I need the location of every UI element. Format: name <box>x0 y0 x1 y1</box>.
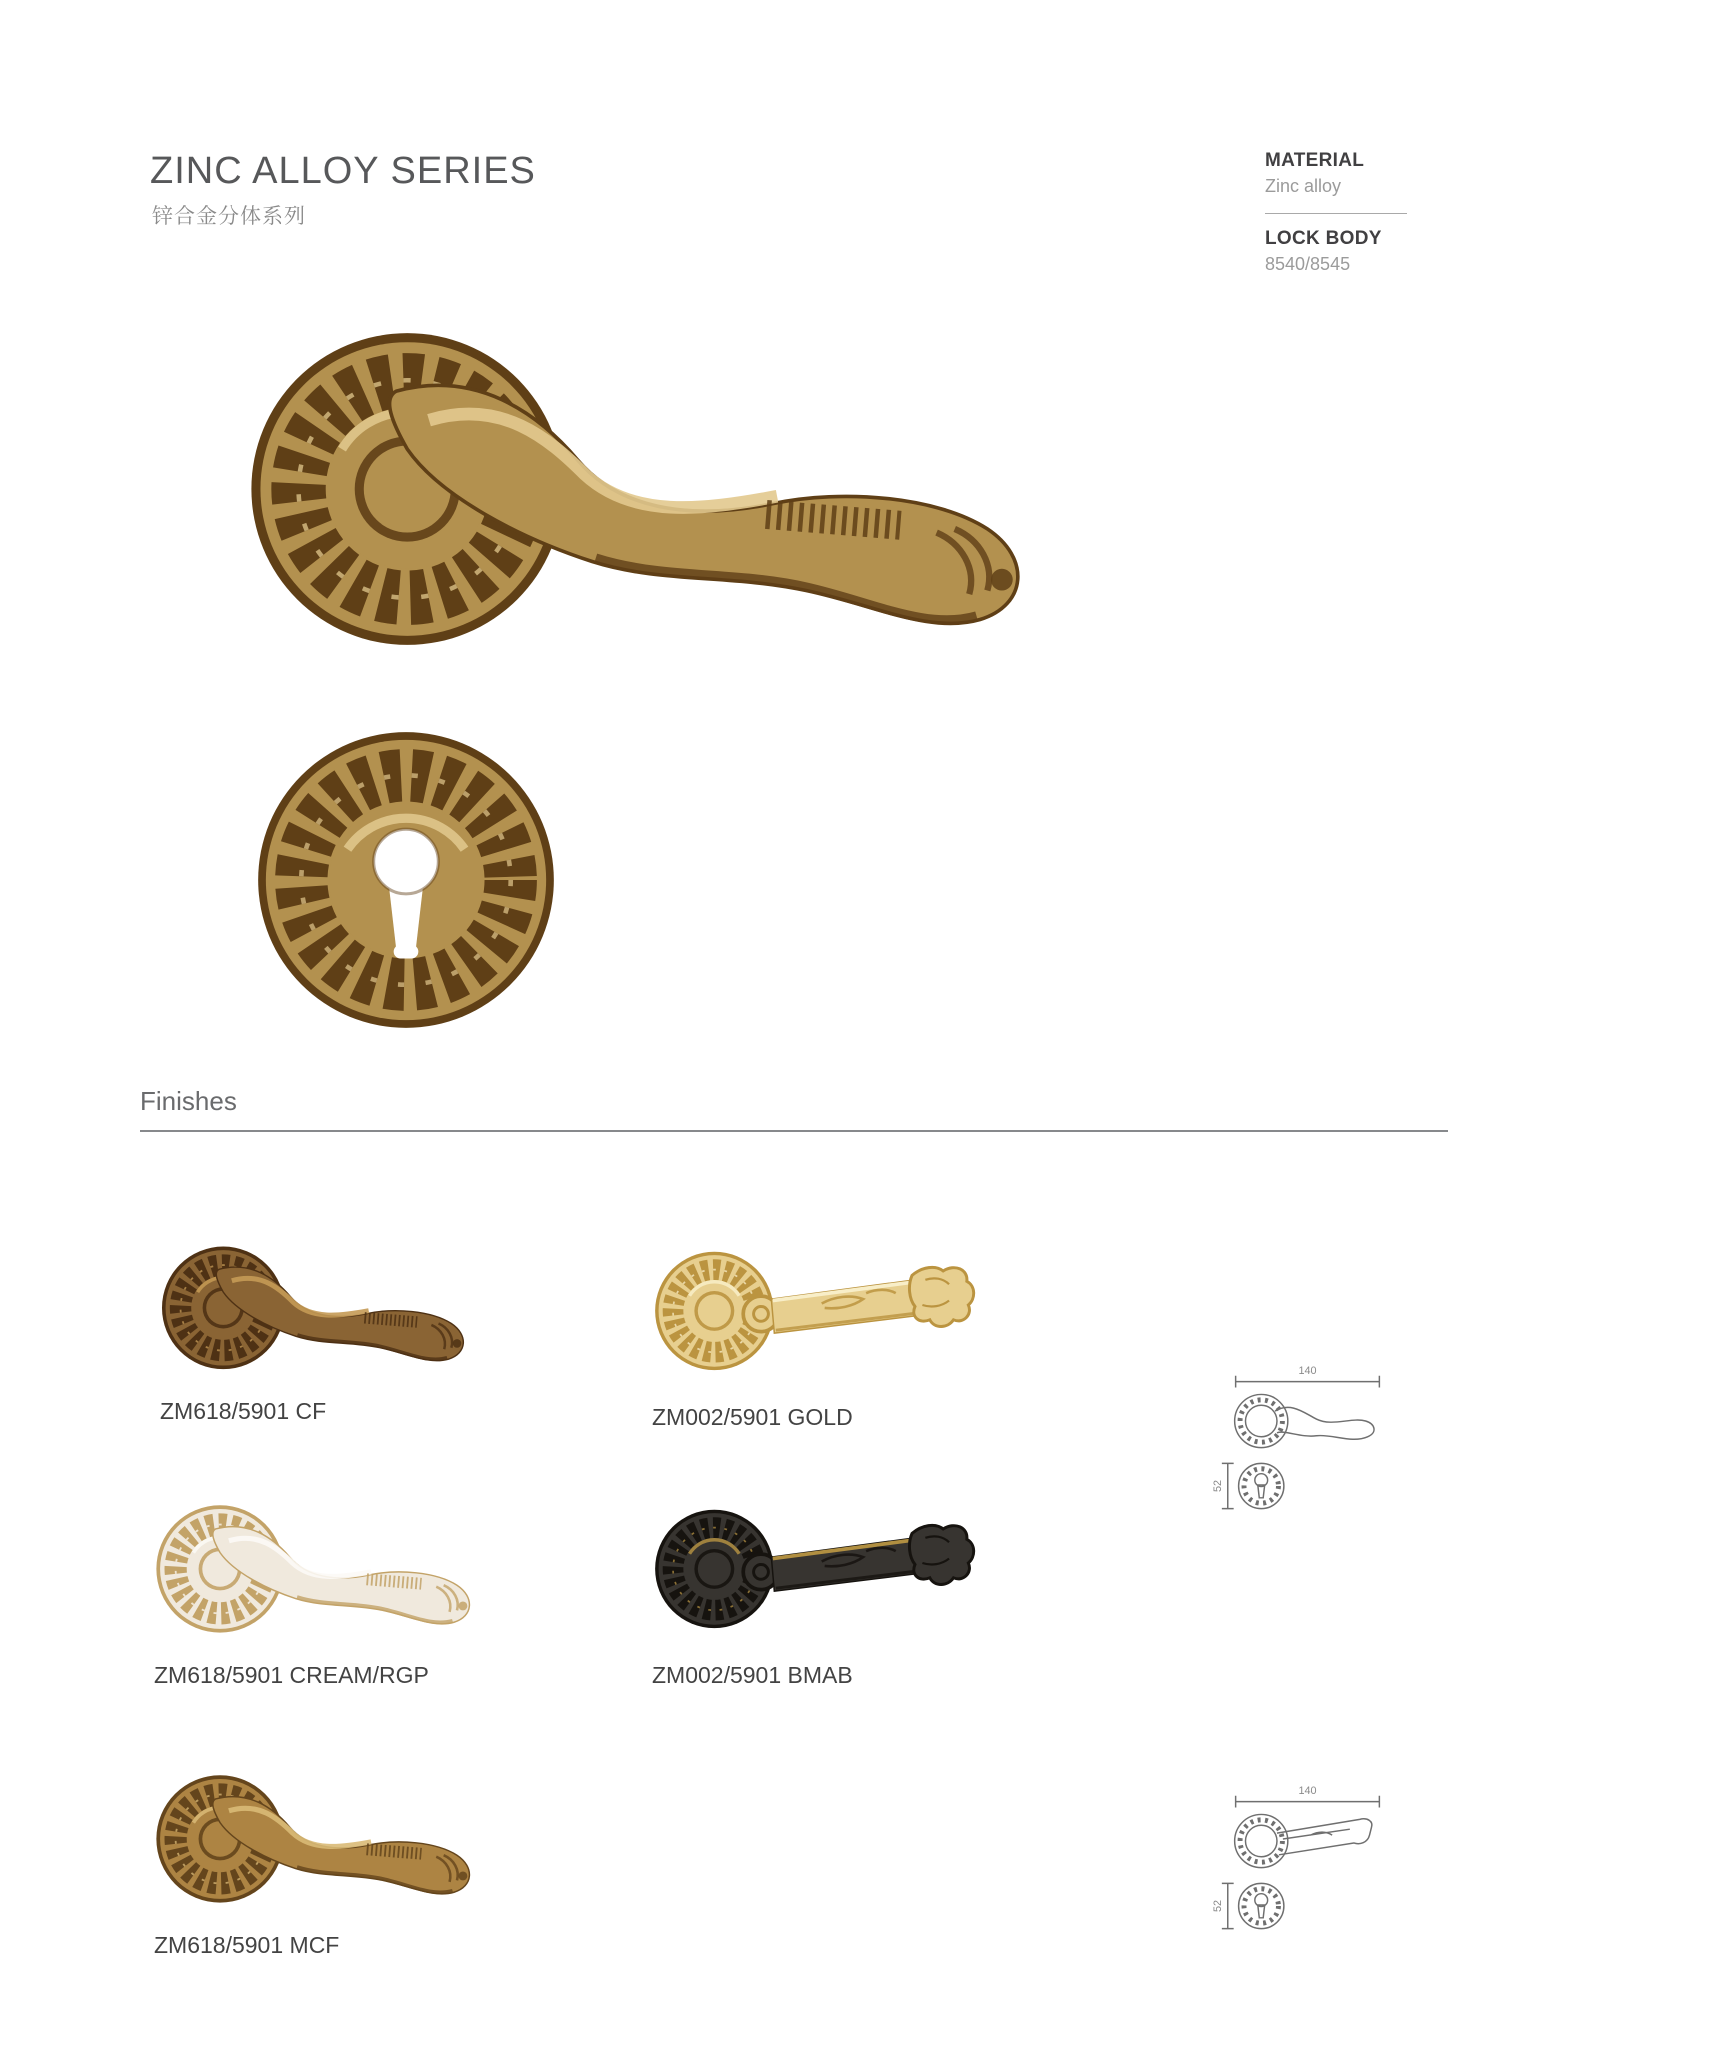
variant-handle-image <box>644 1228 992 1398</box>
finish-variant-gold <box>644 1228 992 1431</box>
material-label: MATERIAL <box>1265 150 1365 171</box>
dim-height-label: 52 <box>1212 1479 1224 1493</box>
lock-body-value: 8540/8545 <box>1265 254 1351 274</box>
finishes-heading: Finishes <box>140 1086 237 1116</box>
hero-lever-handle-image <box>226 286 1078 703</box>
variant-lever-shape <box>655 1510 974 1628</box>
dimension-drawing-bottom <box>1212 1778 1404 1950</box>
specs-panel <box>1265 150 1407 275</box>
dim-height-label: 52 <box>1212 1899 1224 1913</box>
specs-divider <box>1265 213 1407 214</box>
lock-body-label: LOCK BODY <box>1265 228 1382 249</box>
variant-handle-image <box>644 1486 992 1656</box>
dimension-drawing-top <box>1212 1358 1404 1530</box>
variant-code: ZM618/5901 CREAM/RGP <box>154 1662 429 1689</box>
variant-code: ZM002/5901 BMAB <box>652 1662 853 1689</box>
material-value: Zinc alloy <box>1265 176 1342 196</box>
variant-handle-image <box>146 1756 494 1926</box>
page-title: ZINC ALLOY SERIES <box>150 150 536 192</box>
page-subtitle-zh: 锌合金分体系列 <box>152 205 306 228</box>
variant-lever-shape <box>156 1505 469 1632</box>
variant-code: ZM618/5901 MCF <box>154 1932 340 1959</box>
hero-keyhole-escutcheon-image <box>252 726 560 1034</box>
lever-handle-graphic <box>226 286 1078 703</box>
dim-width-label: 140 <box>1298 1784 1317 1797</box>
finish-variant-mcf <box>146 1756 494 1959</box>
dimension-drawing-graphic <box>1212 1778 1404 1950</box>
variant-code: ZM618/5901 CF <box>160 1397 327 1424</box>
variant-lever-shape <box>162 1247 463 1370</box>
keyhole-escutcheon-graphic <box>252 726 560 1034</box>
dimension-drawing-graphic <box>1212 1358 1404 1530</box>
finish-variant-bmab <box>644 1486 992 1689</box>
variant-handle-image <box>146 1486 494 1656</box>
finish-variant-cf <box>152 1228 487 1425</box>
dim-width-label: 140 <box>1298 1364 1317 1377</box>
variant-handle-image <box>152 1228 487 1392</box>
finishes-divider <box>140 1130 1448 1132</box>
variant-lever-shape <box>156 1775 469 1902</box>
variant-code: ZM002/5901 GOLD <box>652 1404 853 1431</box>
finish-variant-cream-rgp <box>146 1486 494 1689</box>
variant-lever-shape <box>655 1252 974 1370</box>
